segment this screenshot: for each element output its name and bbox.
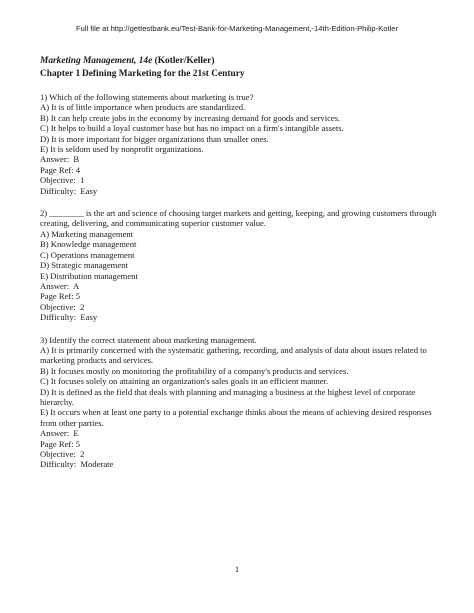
option-e: E) It is seldom used by nonprofit organizations.: [40, 144, 204, 155]
difficulty: Difficulty: Easy: [40, 312, 98, 323]
chapter-title: Defining Marketing for the 21st Century: [82, 69, 245, 79]
page-ref: Page Ref: 5: [40, 291, 81, 302]
option-d: D) It is defined as the field that deals with planning and managing a business at the highest level of corporate hierarchy.: [40, 386, 416, 407]
book-authors: (Kotler/Keller): [154, 56, 215, 66]
option-e: E) Distribution management: [40, 270, 138, 281]
question-stem: 1) Which of the following statements about marketing is true?: [40, 92, 254, 102]
header-link[interactable]: Full file at http://gettestbank.eu/Test-Bank-for-Marketing-Management,-14th-Edition-Philip-Kotler: [75, 24, 399, 33]
option-c: C) It helps to build a loyal customer base but has no impact on a firm's intangible assets.: [40, 123, 344, 134]
difficulty: Difficulty: Easy: [40, 185, 98, 196]
option-a: A) It is primarily concerned with the systematic gathering, recording, and analysis of data about issues related to marketing products and services.: [40, 344, 427, 366]
answer: Answer: A: [40, 280, 80, 291]
difficulty: Difficulty: Moderate: [40, 459, 114, 470]
option-a: A) It is of little importance when products are standardized.: [40, 102, 246, 113]
option-c: C) Operations management: [40, 249, 135, 260]
book-title: [40, 56, 450, 67]
book-title-text: Marketing Management, 14e: [40, 56, 153, 66]
answer: Answer: E: [40, 428, 79, 439]
answer: Answer: B: [40, 154, 80, 165]
chapter-number: Chapter 1: [40, 69, 81, 79]
objective: Objective: 2: [40, 301, 85, 312]
option-a: A) Marketing management: [40, 228, 134, 239]
option-b: B) Knowledge management: [40, 239, 137, 250]
option-d: D) It is more important for bigger organizations than smaller ones.: [40, 133, 269, 144]
question-meta: [40, 281, 450, 323]
page-number: 1: [234, 564, 240, 574]
objective: Objective: 2: [40, 449, 85, 459]
question-stem: 3) Identify the correct statement about marketing management.: [40, 334, 257, 345]
objective: Objective: 1: [40, 175, 85, 186]
option-c: C) It focuses solely on attaining an organization's sales goals in an efficient manner.: [40, 376, 329, 387]
page-ref: Page Ref: 4: [40, 164, 81, 175]
option-b: B) It can help create jobs in the economy by increasing demand for goods and services.: [40, 112, 341, 123]
option-e: E) It occurs when at least one party to a potential exchange thinks about the means of achieving desired responses from other parties.: [40, 407, 432, 428]
option-d: D) Strategic management: [40, 260, 128, 271]
question-meta: [40, 428, 450, 470]
question-2: [40, 208, 450, 322]
question-1: [40, 92, 450, 196]
page-ref: Page Ref: 5: [40, 438, 81, 449]
page-content: [40, 56, 450, 470]
option-b: B) It focuses mostly on monitoring the profitability of a company's products and services.: [40, 365, 349, 376]
question-stem: 2) ________ is the art and science of choosing target markets and getting, keeping, and growing customers through creating, delivering, and communicating superior customer value.: [40, 208, 437, 229]
question-meta: [40, 154, 450, 196]
question-3: [40, 335, 450, 470]
chapter-heading: [40, 69, 450, 80]
